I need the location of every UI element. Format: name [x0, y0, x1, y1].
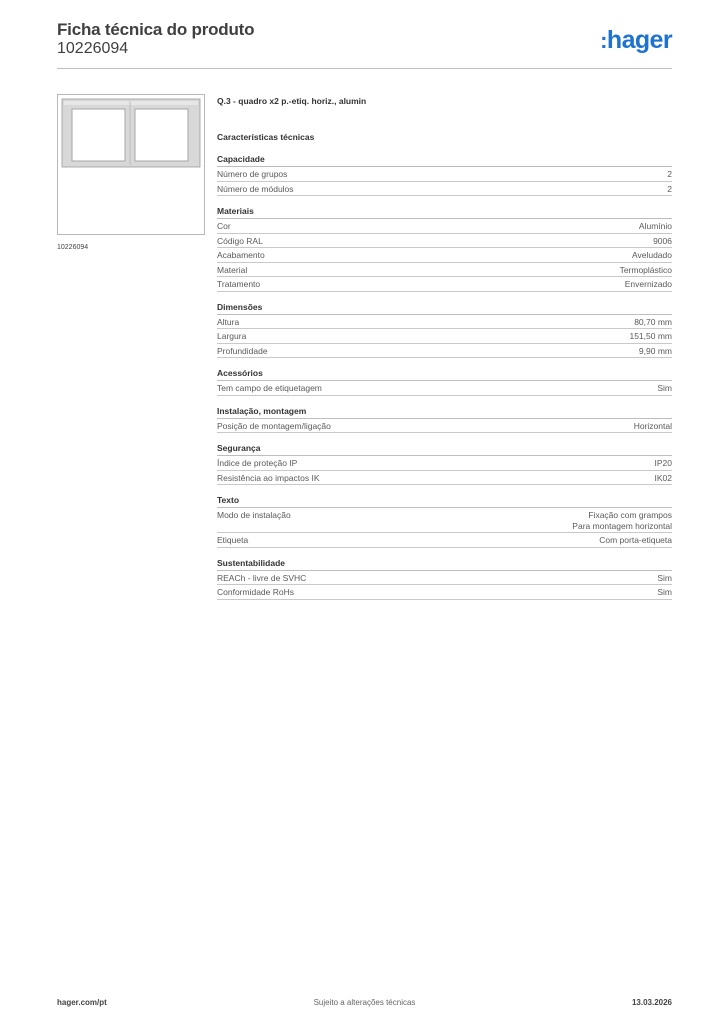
spec-row — [217, 571, 672, 586]
spec-value: Horizontal — [633, 420, 672, 431]
spec-label: Largura — [217, 331, 247, 341]
spec-row — [217, 471, 672, 486]
spec-section — [217, 443, 672, 485]
spec-content — [217, 96, 672, 610]
logo-text: hager — [606, 26, 672, 54]
spec-row — [217, 381, 672, 396]
page-title: Ficha técnica do produto — [57, 20, 255, 39]
header-divider — [57, 68, 672, 69]
spec-value: Alumínio — [638, 221, 672, 231]
section-title: Texto — [217, 495, 672, 508]
spec-label: Número de grupos — [217, 169, 288, 179]
logo-dots-icon: : — [600, 28, 607, 53]
spec-value: Sim — [657, 383, 672, 393]
spec-label: Etiqueta — [217, 535, 249, 545]
hager-logo — [600, 26, 672, 55]
spec-section — [217, 368, 672, 396]
spec-label: Altura — [217, 316, 240, 327]
section-title: Sustentabilidade — [217, 558, 672, 571]
spec-value: 2 — [667, 183, 672, 194]
main-heading: Características técnicas — [217, 132, 315, 142]
spec-value: 151,50 mm — [629, 331, 672, 341]
spec-row — [217, 533, 672, 548]
spec-section — [217, 495, 672, 548]
spec-sections — [217, 154, 672, 600]
spec-label: Número de módulos — [217, 183, 294, 194]
spec-row — [217, 167, 672, 182]
product-name: Q.3 - quadro x2 p.-etiq. horiz., alumin — [217, 96, 367, 106]
spec-label: REACh - livre de SVHC — [217, 572, 307, 583]
spec-value: Fixação com grampos Para montagem horizontal — [572, 510, 672, 531]
spec-row — [217, 329, 672, 344]
spec-section — [217, 406, 672, 434]
spec-value: 9,90 mm — [638, 345, 672, 356]
spec-label: Profundidade — [217, 345, 268, 356]
spec-label: Modo de instalação — [217, 510, 291, 520]
spec-row — [217, 182, 672, 197]
spec-value: Com porta-etiqueta — [599, 535, 672, 545]
spec-value: Sim — [657, 572, 672, 583]
spec-row — [217, 585, 672, 600]
spec-row — [217, 508, 672, 533]
page-header — [57, 20, 672, 68]
spec-section — [217, 154, 672, 196]
footer-date: 13.03.2026 — [631, 998, 672, 1007]
section-title: Materiais — [217, 206, 672, 219]
spec-label: Conformidade RoHs — [217, 587, 295, 597]
spec-row — [217, 419, 672, 434]
spec-row — [217, 248, 672, 263]
spec-label: Índice de proteção IP — [217, 458, 298, 468]
spec-label: Código RAL — [217, 235, 263, 246]
section-title: Segurança — [217, 443, 672, 456]
spec-row — [217, 277, 672, 292]
section-title: Dimensões — [217, 302, 672, 315]
spec-value: Termoplástico — [619, 264, 672, 275]
spec-row — [217, 344, 672, 359]
product-number: 10226094 — [57, 40, 129, 57]
spec-section — [217, 558, 672, 600]
double-frame-illustration — [58, 95, 204, 234]
spec-value: IP20 — [654, 458, 672, 468]
spec-label: Posição de montagem/ligação — [217, 420, 331, 431]
image-caption: 10226094 — [57, 244, 89, 251]
spec-row — [217, 456, 672, 471]
spec-row — [217, 315, 672, 330]
footer-disclaimer: Sujeito a alterações técnicas — [313, 998, 416, 1007]
spec-value: Sim — [657, 587, 672, 597]
spec-row — [217, 263, 672, 278]
spec-value: Aveludado — [631, 250, 672, 260]
spec-label: Material — [217, 264, 248, 275]
section-title: Instalação, montagem — [217, 406, 672, 419]
spec-label: Acabamento — [217, 250, 265, 260]
spec-label: Tem campo de etiquetagem — [217, 383, 322, 393]
spec-value: 2 — [667, 169, 672, 179]
section-title: Acessórios — [217, 368, 672, 381]
spec-value: IK02 — [654, 472, 672, 483]
spec-row — [217, 234, 672, 249]
spec-value: Envernizado — [624, 279, 672, 289]
footer-website: hager.com/pt — [57, 998, 107, 1007]
spec-value: 9006 — [653, 235, 672, 246]
section-title: Capacidade — [217, 154, 672, 167]
spec-label: Tratamento — [217, 279, 261, 289]
spec-section — [217, 206, 672, 292]
spec-row — [217, 219, 672, 234]
spec-label: Resistência ao impactos IK — [217, 472, 320, 483]
spec-value: 80,70 mm — [634, 316, 672, 327]
product-image — [57, 94, 205, 235]
spec-label: Cor — [217, 221, 231, 231]
spec-section — [217, 302, 672, 359]
